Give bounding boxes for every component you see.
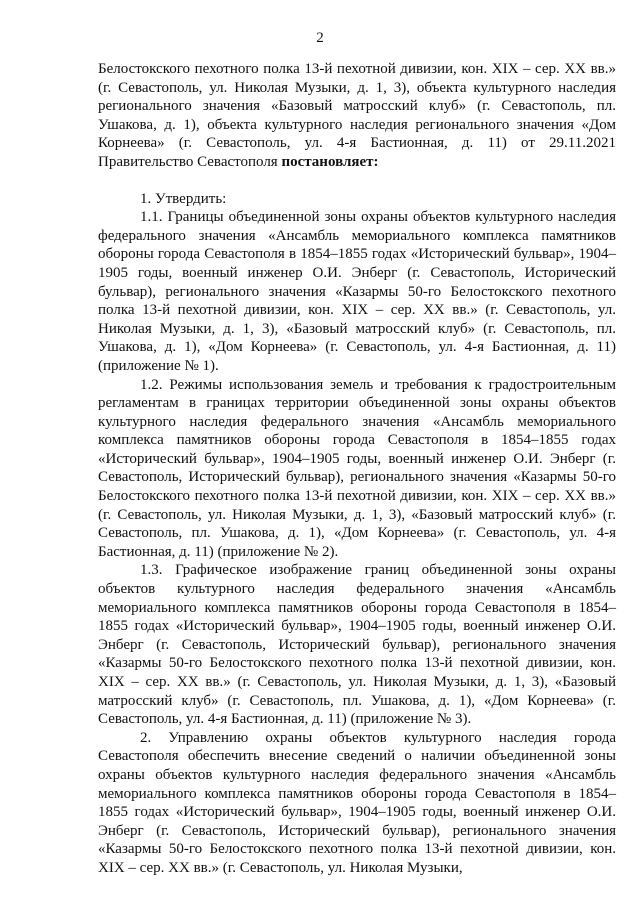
item-2: 2. Управлению охраны объектов культурного наследия города Севастополя обеспечить внесение сведений о наличии объединенной зоны охраны объектов культурного наследия федерального значения «Ансамбль мемориального комплекса памятников обороны города Севастополя в 1854–1855 годах «Исторический бульвар», 1904–1905 годы, военный инженер О.И. Энберг (г. Севастополь, Исторический бульвар), регионального значения «Казармы 50-го Белостокского пехотного полка 13-й пехотной дивизии, кон. XIX – сер. XX вв.» (г. Севастополь, ул. Николая Музыки, (98, 729, 616, 876)
item-1-1: 1.1. Границы объединенной зоны охраны объектов культурного наследия федерального значения «Ансамбль мемориального комплекса памятников обороны города Севастополя в 1854–1855 годах «Исторический бульвар», 1904–1905 годы, военный инженер О.И. Энберг (г. Севастополь, Исторический бульвар), регионального значения «Казармы 50-го Белостокского пехотного полка 13-й пехотной дивизии, кон. XIX – сер. XX вв.» (г. Севастополь, ул. Николая Музыки, д. 1, 3), «Базовый матросский клуб» (г. Севастополь, пл. Ушакова, д. 1), «Дом Корнеева» (г. Севастополь, ул. 4-я Бастионная, д. 11) (приложение № 1). (98, 209, 616, 374)
document-body (98, 60, 616, 878)
heading-approve: 1. Утвердить: (140, 190, 227, 207)
item-1-3: 1.3. Графическое изображение границ объединенной зоны охраны объектов культурного наследия федерального значения «Ансамбль мемориального комплекса памятников обороны города Севастополя в 1854–1855 годах «Исторический бульвар», 1904–1905 годы, военный инженер О.И. Энберг (г. Севастополь, Исторический бульвар), регионального значения «Казармы 50-го Белостокского пехотного полка 13-й пехотной дивизии, кон. XIX – сер. XX вв.» (г. Севастополь, ул. Николая Музыки, д. 1, 3), «Базовый матросский клуб» (г. Севастополь, пл. Ушакова, д. 1), «Дом Корнеева» (г. Севастополь, ул. 4-я Бастионная, д. 11) (приложение № 3). (98, 562, 616, 728)
intro-text: Белостокского пехотного полка 13-й пехотной дивизии, кон. XIX – сер. XX вв.» (г. Севастополь, ул. Николая Музыки, д. 1, 3), объекта культурного наследия регионального значения «Базовый матросский клуб» (г. Севастополь, пл. Ушакова, д. 1), объекта культурного наследия регионального значения «Дом Корнеева» (г. Севастополь, ул. 4-я Бастионная, д. 11) от 29.11.2021 Правительство Севастополя (98, 61, 616, 170)
item-1-2: 1.2. Режимы использования земель и требования к градостроительным регламентам в границах территории объединенной зоны охраны объектов культурного наследия федерального значения «Ансамбль мемориального комплекса памятников обороны города Севастополя в 1854–1855 годах «Исторический бульвар», 1904–1905 годы, военный инженер О.И. Энберг (г. Севастополь, Исторический бульвар), регионального значения «Казармы 50-го Белостокского пехотного полка 13-й пехотной дивизии, кон. XIX – сер. XX вв.» (г. Севастополь, ул. Николая Музыки, д. 1, 3), «Базовый матросский клуб» (г. Севастополь, пл. Ушакова, д. 1), «Дом Корнеева» (г. Севастополь, ул. 4-я Бастионная, д. 11) (приложение № 2). (98, 376, 616, 560)
intro-bold-verb: постановляет: (281, 153, 379, 170)
page-number: 2 (316, 30, 324, 46)
intro-paragraph (98, 60, 616, 172)
